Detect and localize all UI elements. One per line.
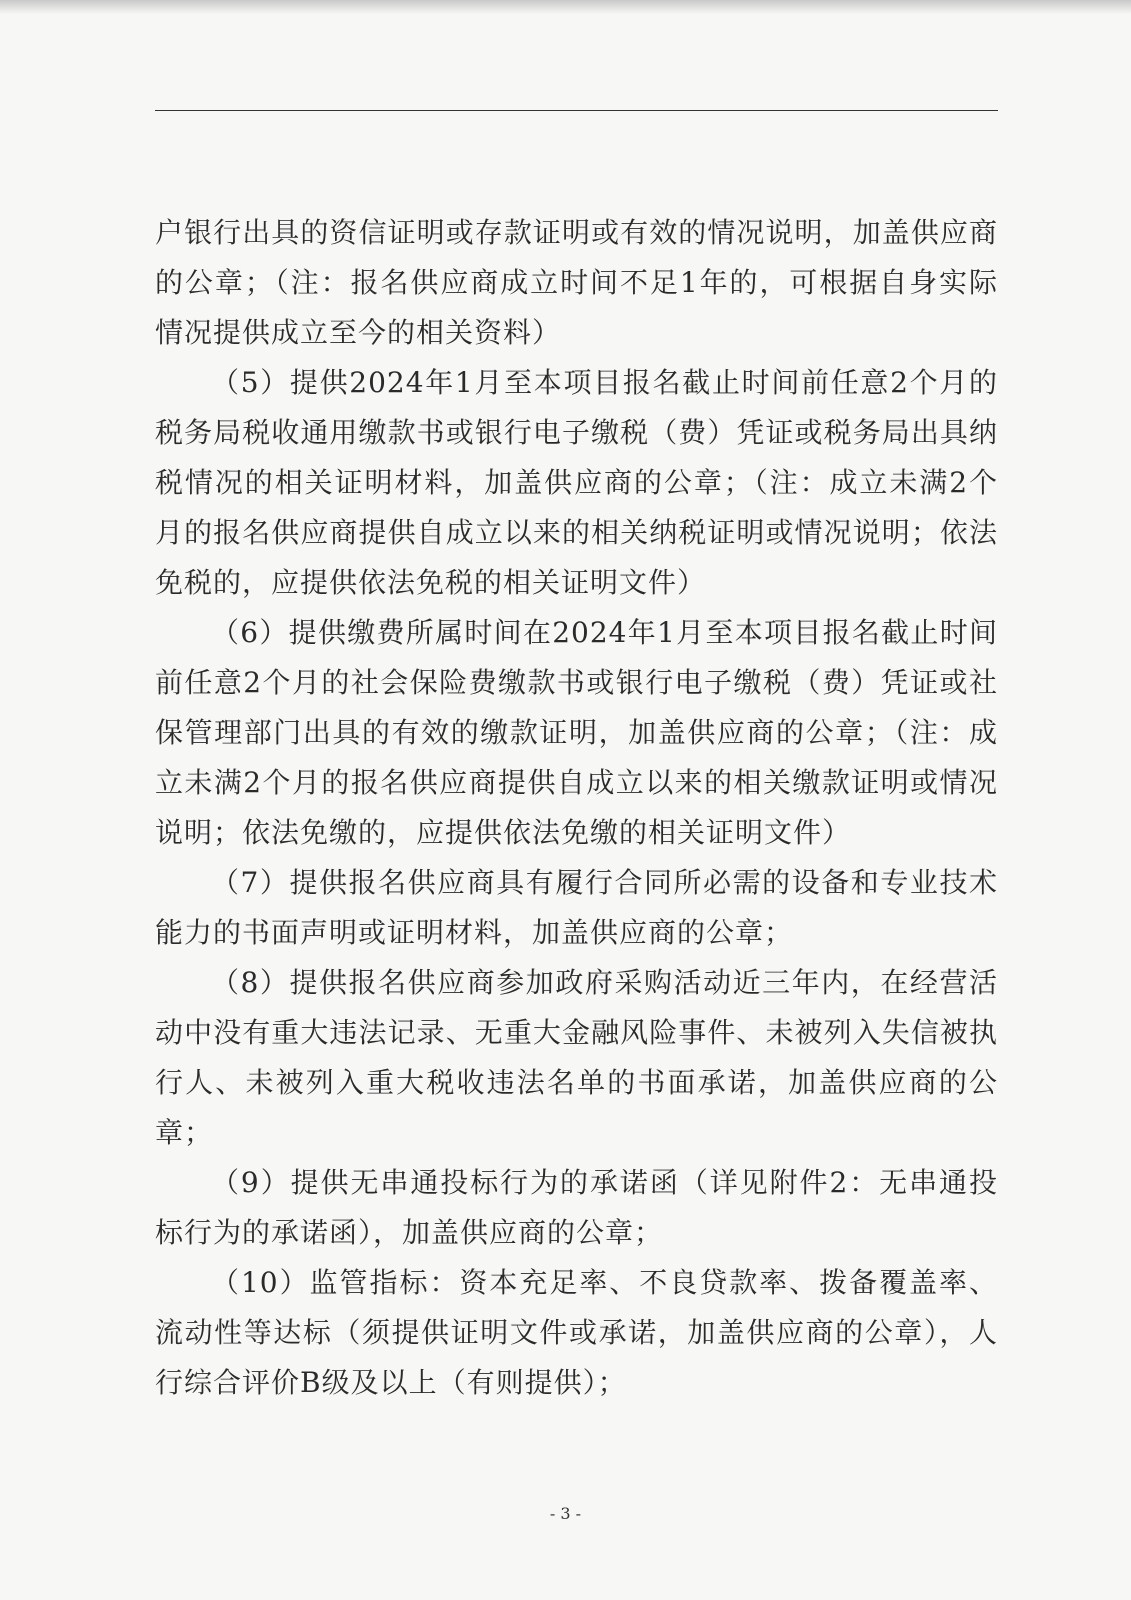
- paragraph-item-7: （7）提供报名供应商具有履行合同所必需的设备和专业技术能力的书面声明或证明材料，加盖供应商的公章；: [155, 866, 998, 949]
- paragraph-item-6: （6）提供缴费所属时间在2024年1月至本项目报名截止时间前任意2个月的社会保险费缴款书或银行电子缴税（费）凭证或社保管理部门出具的有效的缴款证明，加盖供应商的公章；（注：成立未满2个月的报名供应商提供自成立以来的相关缴款证明或情况说明；依法免缴的，应提供依法免缴的相关证明文件）: [155, 616, 998, 849]
- scan-top-shadow: [0, 0, 1131, 14]
- paragraph-item-10: （10）监管指标：资本充足率、不良贷款率、拨备覆盖率、流动性等达标（须提供证明文件或承诺，加盖供应商的公章），人行综合评价B级及以上（有则提供）；: [155, 1266, 998, 1399]
- header-rule: [155, 110, 998, 111]
- paragraph-continued: 户银行出具的资信证明或存款证明或有效的情况说明，加盖供应商的公章；（注：报名供应商成立时间不足1年的，可根据自身实际情况提供成立至今的相关资料）: [155, 216, 998, 349]
- paragraph-item-9: （9）提供无串通投标行为的承诺函（详见附件2：无串通投标行为的承诺函），加盖供应商的公章；: [155, 1166, 998, 1249]
- paragraph-item-8: （8）提供报名供应商参加政府采购活动近三年内，在经营活动中没有重大违法记录、无重大金融风险事件、未被列入失信被执行人、未被列入重大税收违法名单的书面承诺，加盖供应商的公章；: [155, 966, 998, 1149]
- paragraph-item-5: （5）提供2024年1月至本项目报名截止时间前任意2个月的税务局税收通用缴款书或银行电子缴税（费）凭证或税务局出具纳税情况的相关证明材料，加盖供应商的公章；（注：成立未满2个月的报名供应商提供自成立以来的相关纳税证明或情况说明；依法免税的，应提供依法免税的相关证明文件）: [155, 366, 998, 599]
- document-body: [155, 208, 998, 1408]
- page-number: - 3 -: [549, 1504, 582, 1523]
